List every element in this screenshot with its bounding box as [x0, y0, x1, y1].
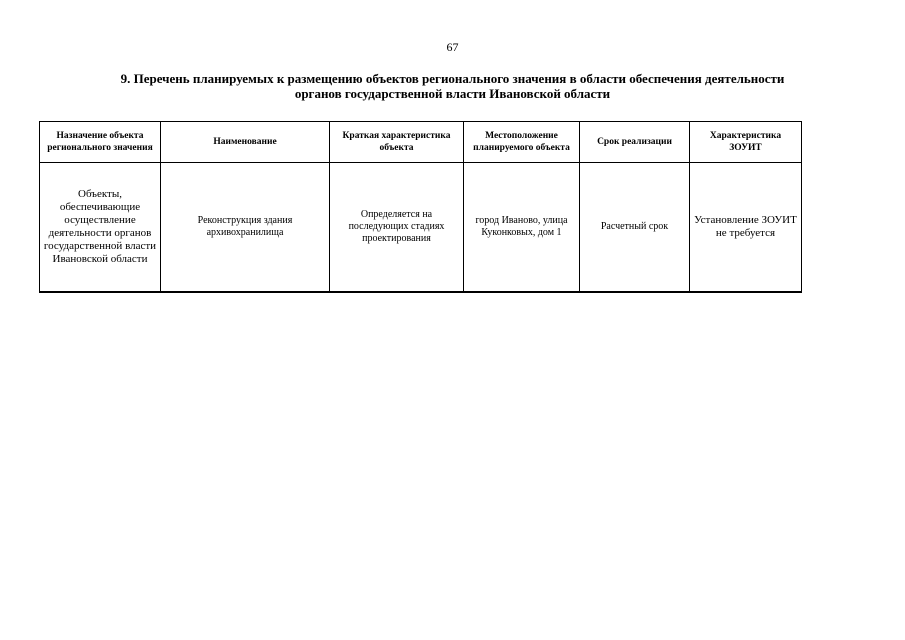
- cell-term: Расчетный срок: [580, 163, 690, 293]
- cell-description: Определяется на последующих стадиях проектирования: [330, 163, 464, 293]
- cell-name: Реконструкция здания архивохранилища: [161, 163, 330, 293]
- header-zouit: Характеристика ЗОУИТ: [690, 122, 802, 163]
- cell-zouit: Установление ЗОУИТ не требуется: [690, 163, 802, 293]
- table-header-row: [40, 122, 802, 163]
- header-term: Срок реализации: [580, 122, 690, 163]
- cell-purpose: Объекты, обеспечивающие осуществление деятельности органов государственной власти Ивановской области: [40, 163, 161, 293]
- header-purpose: Назначение объекта регионального значения: [40, 122, 161, 163]
- header-name: Наименование: [161, 122, 330, 163]
- document-title-line-2: органов государственной власти Ивановской области: [294, 86, 611, 101]
- page-number: 67: [446, 40, 459, 54]
- table-row: [40, 163, 802, 293]
- header-description: Краткая характеристика объекта: [330, 122, 464, 163]
- document-title: [40, 71, 865, 101]
- objects-table: [39, 121, 802, 293]
- document-title-line-1: 9. Перечень планируемых к размещению объектов регионального значения в области обеспечения деятельности: [120, 71, 785, 86]
- header-location: Местоположение планируемого объекта: [464, 122, 580, 163]
- cell-location: город Иваново, улица Куконковых, дом 1: [464, 163, 580, 293]
